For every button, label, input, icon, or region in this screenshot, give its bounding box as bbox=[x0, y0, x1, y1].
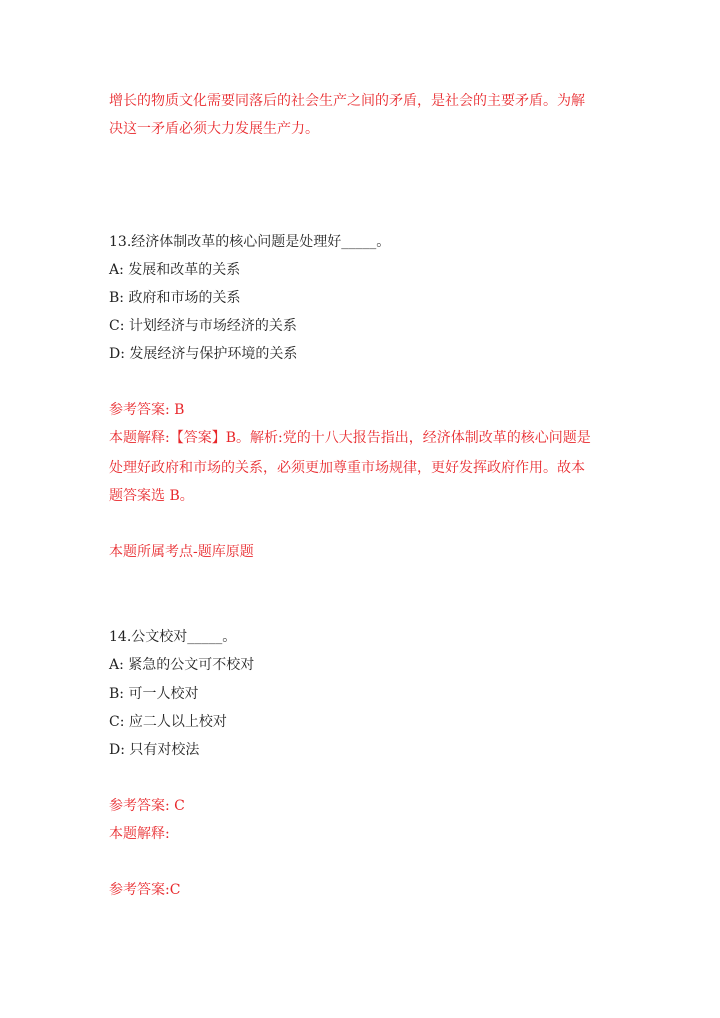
question-14-answer-repeat: 参考答案:C bbox=[109, 882, 181, 898]
question-14-option-a: A: 紧急的公文可不校对 bbox=[109, 657, 255, 673]
question-13-option-a: A: 发展和改革的关系 bbox=[109, 262, 241, 278]
question-14-explanation: 本题解释: bbox=[109, 826, 170, 842]
question-14-option-b: B: 可一人校对 bbox=[109, 686, 199, 702]
question-14-answer: 参考答案: C bbox=[109, 798, 185, 814]
question-13-text: 13.经济体制改革的核心问题是处理好_____。 bbox=[109, 234, 391, 250]
question-13-option-d: D: 发展经济与保护环境的关系 bbox=[109, 346, 298, 362]
question-13-answer: 参考答案: B bbox=[109, 402, 185, 418]
question-13-explanation-line-2: 处理好政府和市场的关系，必须更加尊重市场规律，更好发挥政府作用。故本 bbox=[109, 460, 585, 476]
question-13-explanation-line-1: 本题解释:【答案】B。解析:党的十八大报告指出，经济体制改革的核心问题是 bbox=[109, 430, 591, 446]
question-13-option-c: C: 计划经济与市场经济的关系 bbox=[109, 318, 297, 334]
intro-line-1: 增长的物质文化需要同落后的社会生产之间的矛盾，是社会的主要矛盾。为解 bbox=[109, 93, 585, 109]
question-13-option-b: B: 政府和市场的关系 bbox=[109, 290, 241, 306]
question-14-option-d: D: 只有对校法 bbox=[109, 742, 200, 758]
question-14-text: 14.公文校对_____。 bbox=[109, 629, 237, 645]
question-13-explanation-line-3: 题答案选 B。 bbox=[109, 488, 194, 504]
intro-line-2: 决这一矛盾必须大力发展生产力。 bbox=[109, 121, 319, 137]
question-14-option-c: C: 应二人以上校对 bbox=[109, 714, 227, 730]
question-13-category: 本题所属考点-题库原题 bbox=[109, 544, 254, 560]
